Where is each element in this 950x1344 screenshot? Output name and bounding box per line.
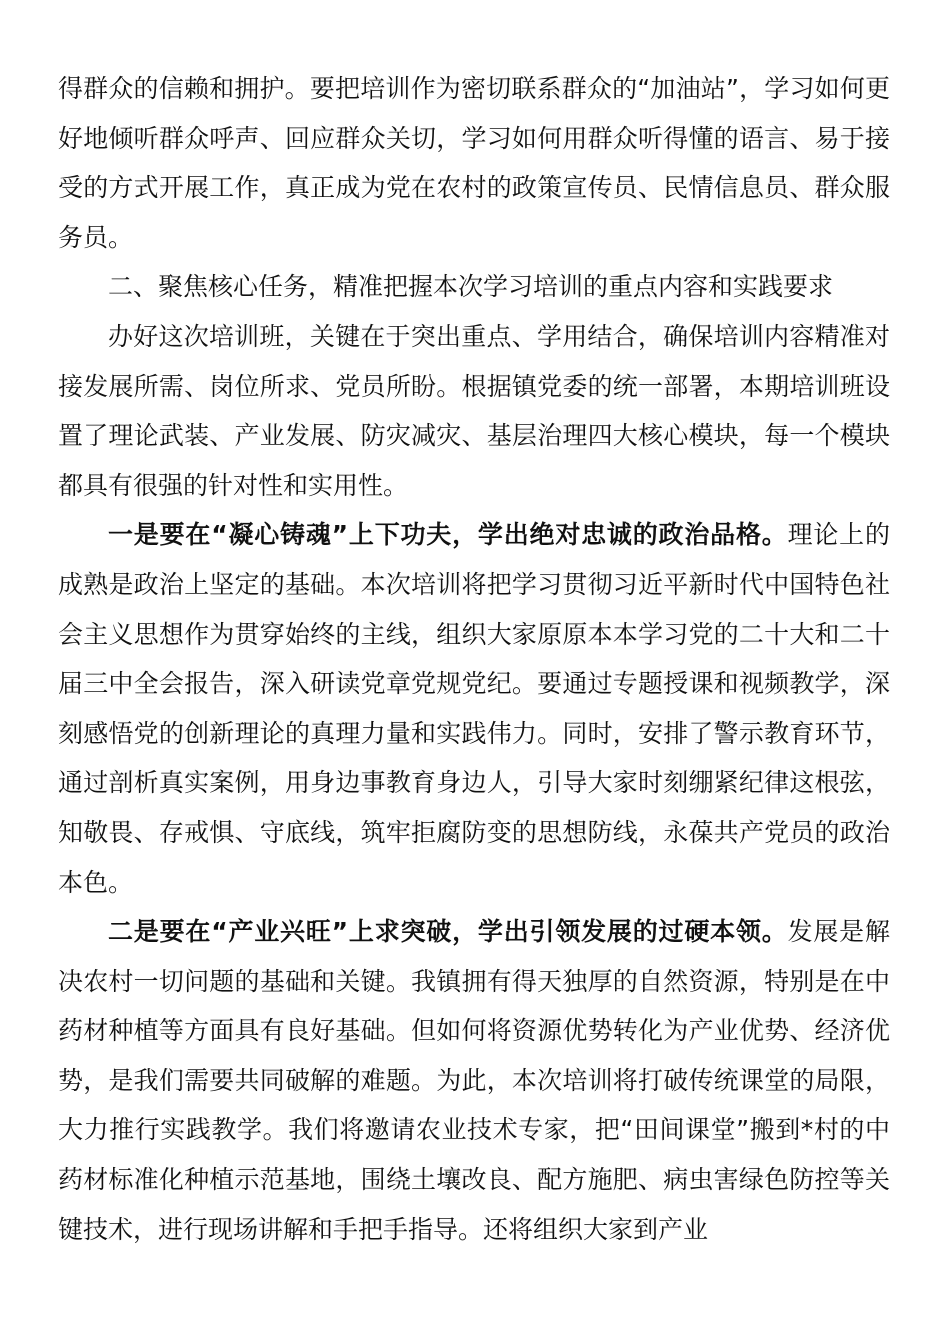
- paragraph-continuation: [58, 64, 890, 262]
- paragraph-point-one: [58, 510, 890, 907]
- paragraph-text: 得群众的信赖和拥护。要把培训作为密切联系群众的“加油站”，学习如何更好地倾听群众呼声、回应群众关切，学习如何用群众听得懂的语言、易于接受的方式开展工作，真正成为党在农村的政策宣传员、民情信息员、群众服务员。: [58, 74, 890, 252]
- section-heading-text: 二、聚焦核心任务，精准把握本次学习培训的重点内容和实践要求: [108, 272, 834, 302]
- paragraph-text: 理论上的成熟是政治上坚定的基础。本次培训将把学习贯彻习近平新时代中国特色社会主义思想作为贯穿始终的主线，组织大家原原本本学习党的二十大和二十届三中全会报告，深入研读党章党规党纪。要通过专题授课和视频教学，深刻感悟党的创新理论的真理力量和实践伟力。同时，安排了警示教育环节，通过剖析真实案例，用身边事教育身边人，引导大家时刻绷紧纪律这根弦，知敬畏、存戒惧、守底线，筑牢拒腐防变的思想防线，永葆共产党员的政治本色。: [58, 520, 890, 897]
- section-heading: [58, 262, 890, 312]
- paragraph-text: 发展是解决农村一切问题的基础和关键。我镇拥有得天独厚的自然资源，特别是在中药材种植等方面具有良好基础。但如何将资源优势转化为产业优势、经济优势，是我们需要共同破解的难题。为此，本次培训将打破传统课堂的局限，大力推行实践教学。我们将邀请农业技术专家，把“田间课堂”搬到*村的中药材标准化种植示范基地，围绕土壤改良、配方施肥、病虫害绿色防控等关键技术，进行现场讲解和手把手指导。还将组织大家到产业: [58, 917, 890, 1244]
- point-two-lead: 二是要在“产业兴旺”上求突破，学出引领发展的过硬本领。: [108, 917, 788, 947]
- paragraph-point-two: [58, 907, 890, 1254]
- document-body: [58, 64, 890, 1254]
- paragraph-intro: [58, 312, 890, 510]
- point-one-lead: 一是要在“凝心铸魂”上下功夫，学出绝对忠诚的政治品格。: [108, 520, 788, 550]
- paragraph-text: 办好这次培训班，关键在于突出重点、学用结合，确保培训内容精准对接发展所需、岗位所求、党员所盼。根据镇党委的统一部署，本期培训班设置了理论武装、产业发展、防灾减灾、基层治理四大核心模块，每一个模块都具有很强的针对性和实用性。: [58, 321, 890, 500]
